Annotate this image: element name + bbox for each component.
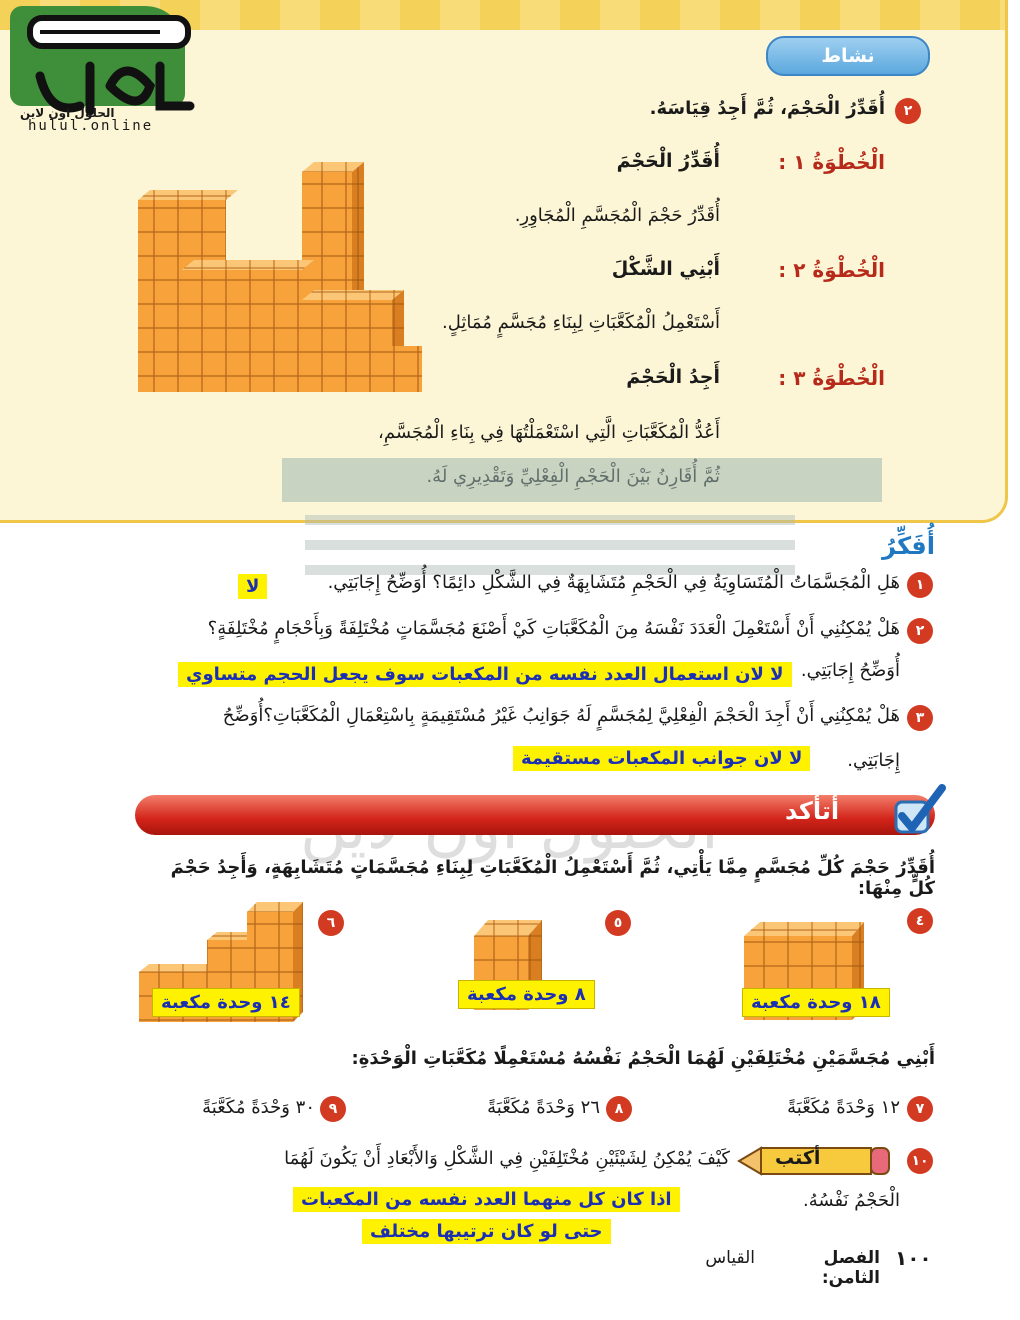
activity-intro: أُقَدِّرُ الْحَجْمَ، ثُمَّ أَجِدُ قِيَاسَهُ. — [649, 98, 885, 119]
question-3-text-2: إِجَابَتِي. — [847, 750, 900, 771]
cube-structure-figure — [130, 160, 430, 395]
logo-mark-icon — [10, 6, 200, 116]
item-5-number: ٥ — [605, 910, 631, 936]
step-1-text: أُقَدِّرُ حَجْمَ الْمُجَسَّمِ الْمُجَاوِرِ. — [514, 205, 720, 226]
item-10-number: ١٠ — [907, 1148, 933, 1174]
item-7-text: ١٢ وَحْدَةً مُكَعَّبَةً — [787, 1097, 900, 1118]
item-5-answer: ٨ وحدة مكعبة — [458, 980, 595, 1009]
logo-arabic-text: الحلول اون لاين — [20, 106, 115, 120]
logo-site-text: hulul.online — [28, 118, 154, 134]
item-9-text: ٣٠ وَحْدَةً مُكَعَّبَةً — [202, 1097, 315, 1118]
item-4-answer: ١٨ وحدة مكعبة — [742, 988, 890, 1017]
item-6-number: ٦ — [318, 910, 344, 936]
build-instruction: أَبْنِي مُجَسَّمَيْنِ مُخْتَلِفَيْنِ لَهُمَا الْحَجْمُ نَفْسُهُ مُسْتَعْمِلًا مُكَعَّبَاتِ الْوَحْدَةِ: — [351, 1048, 935, 1069]
think-title: أُفَكِّرُ — [882, 532, 935, 560]
write-text-2: الْحَجْمُ نَفْسُهُ. — [803, 1190, 900, 1211]
step-2-label: الْخُطْوَةُ ٢ : — [778, 258, 885, 282]
question-3-number: ٣ — [907, 705, 933, 731]
step-1-label: الْخُطْوَةُ ١ : — [778, 150, 885, 174]
question-1-text: هَلِ الْمُجَسَّمَاتُ الْمُتَسَاوِيَةُ فِي الْحَجْمِ مُتَشَابِهَةٌ فِي الشَّكْلِ دائِمًا؟ أُوَضِّحُ إِجَابَتِي. — [327, 572, 900, 593]
step-2-title: أَبْنِي الشَّكْلَ — [611, 258, 720, 280]
chapter-label: الفصل الثامن: — [821, 1248, 880, 1288]
step-3-label: الْخُطْوَةُ ٣ : — [778, 366, 885, 390]
step-2-text: أَسْتَعْمِلُ الْمُكَعَّبَاتِ لِبِنَاءِ مُجَسَّمٍ مُمَاثِلٍ. — [442, 312, 720, 333]
question-1-answer: لا — [238, 574, 267, 599]
step-3-title: أَجِدُ الْحَجْمَ — [626, 366, 720, 388]
watermark-band — [282, 458, 882, 502]
question-2-number: ٢ — [907, 618, 933, 644]
write-badge: أكتب — [775, 1147, 821, 1169]
step-3-text: أَعُدُّ الْمُكَعَّبَاتِ الَّتِي اسْتَعْمَلْتُهَا فِي بِنَاءِ الْمُجَسَّمِ، — [378, 422, 720, 443]
step-1-title: أُقَدِّرُ الْحَجْمَ — [616, 150, 720, 172]
question-1-number: ١ — [907, 572, 933, 598]
chapter-name: القياس — [705, 1248, 755, 1268]
verify-title: أتأكد — [785, 797, 840, 825]
activity-badge: نشاط — [766, 36, 930, 76]
checkmark-icon — [890, 780, 950, 840]
question-2-text: هَلْ يُمْكِنُنِي أَنْ أَسْتَعْمِلَ الْعَدَدَ نَفْسَهُ مِنَ الْمُكَعَّبَاتِ كَيْ أَصْنَعَ مُجَسَّمَاتٍ مُخْتَلِفَةً وَبِأَحْجَامٍ مُخْتَلِفَةٍ؟ — [207, 618, 900, 639]
write-text: كَيْفَ يُمْكِنُ لِشَيْئَيْنِ مُخْتَلِفَيْنِ فِي الشَّكْلِ وَالأَبْعَادِ أَنْ يَكُونَ لَهُمَا — [284, 1148, 730, 1169]
item-9-number: ٩ — [320, 1096, 346, 1122]
item-8-number: ٨ — [606, 1096, 632, 1122]
question-2-text-2: أُوَضِّحُ إِجَابَتِي. — [800, 660, 900, 681]
watermark-line — [305, 540, 795, 550]
site-logo — [10, 6, 200, 141]
question-3-text: هَلْ يُمْكِنُنِي أَنْ أَجِدَ الْحَجْمَ الْفِعْلِيَّ لِمُجَسَّمٍ لَهُ جَوَانِبُ غَيْرُ مُسْتَقِيمَةٍ بِاسْتِعْمَالِ الْمُكَعَّبَاتِ؟أُوَضِّحُ — [222, 705, 900, 726]
write-answer-line-2: حتى لو كان ترتيبها مختلف — [362, 1219, 611, 1244]
item-6-answer: ١٤ وحدة مكعبة — [152, 988, 300, 1017]
page-number: ١٠٠ — [895, 1246, 932, 1270]
item-7-number: ٧ — [907, 1096, 933, 1122]
item-4-number: ٤ — [907, 908, 933, 934]
question-3-answer: لا لان جوانب المكعبات مستقيمة — [513, 746, 810, 771]
question-2-answer: لا لان استعمال العدد نفسه من المكعبات سوف يجعل الحجم متساوي — [178, 662, 792, 687]
watermark-line — [305, 515, 795, 525]
verify-instruction: أُقَدِّرُ حَجْمَ كُلِّ مُجَسَّمٍ مِمَّا يَأْتِي، ثُمَّ أَسْتَعْمِلُ الْمُكَعَّبَاتِ لِبِنَاءِ مُجَسَّمَاتٍ مُتَشَابِهَةٍ، وَأَجِدُ حَجْمَ كُلٍّ مِنْهَا: — [170, 857, 935, 899]
activity-number: ٢ — [895, 98, 921, 124]
item-8-text: ٢٦ وَحْدَةً مُكَعَّبَةً — [487, 1097, 600, 1118]
write-answer-line-1: اذا كان كل منهما العدد نفسه من المكعبات — [293, 1187, 680, 1212]
